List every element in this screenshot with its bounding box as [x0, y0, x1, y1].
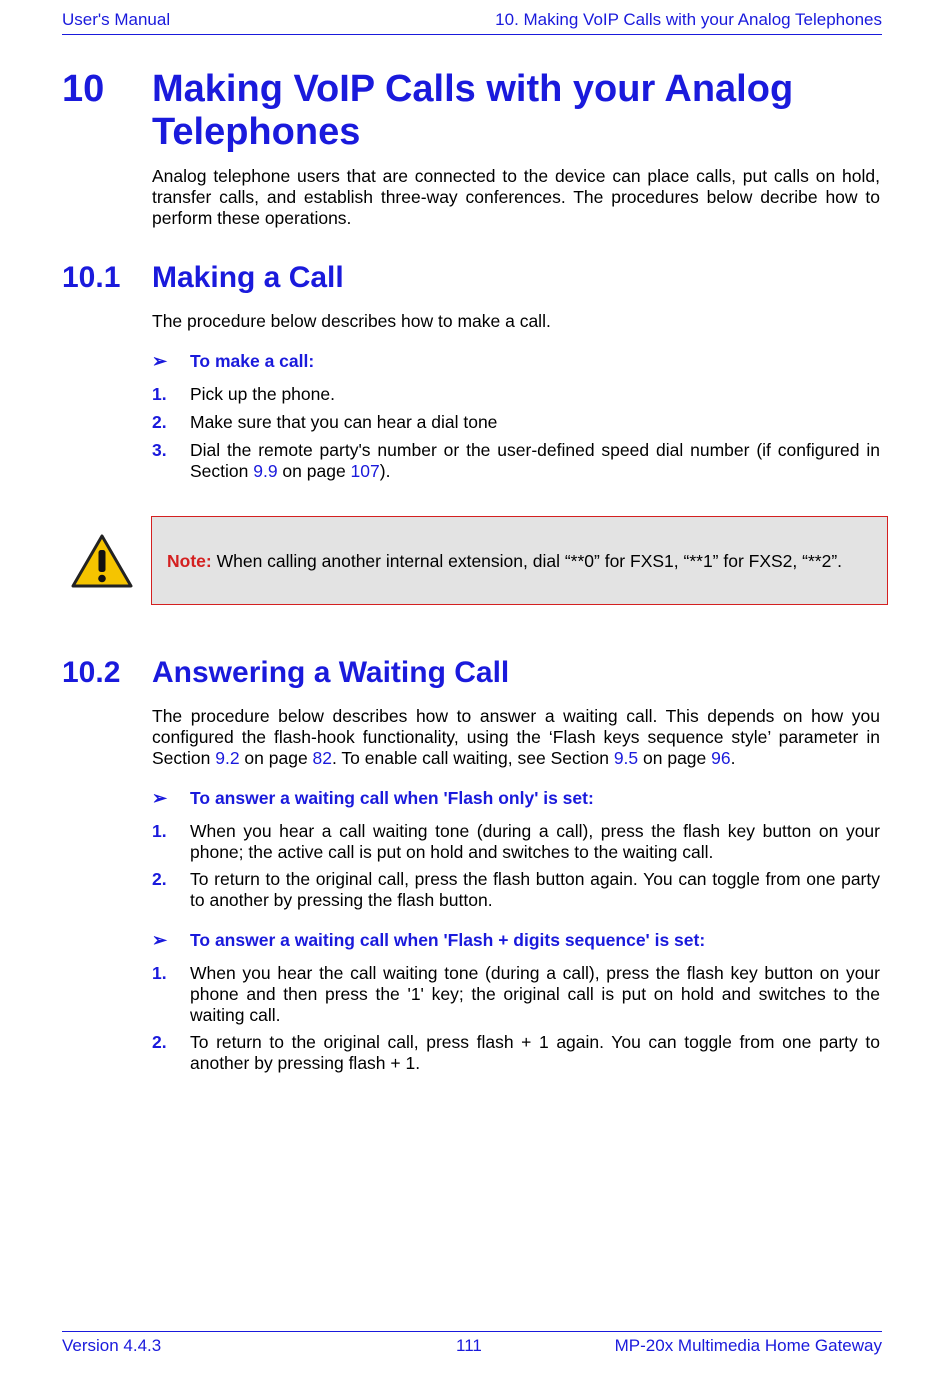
- procedure-heading: [152, 930, 705, 951]
- list-item: [152, 963, 880, 1026]
- section-link[interactable]: 9.2: [215, 748, 240, 768]
- section-link[interactable]: 9.9: [253, 461, 278, 481]
- intro-paragraph: Analog telephone users that are connected to the device can place calls, put calls on hold, transfer calls, and establish three-way conferences. The procedures below decribe how to perform these operations.: [152, 166, 880, 228]
- page-header: [62, 8, 882, 35]
- step-text: When you hear the call waiting tone (during a call), press the flash key button on your phone and then press the '1' key; the original call is put on hold and switches to the waiting call.: [190, 963, 880, 1025]
- procedure-title: To answer a waiting call when 'Flash + digits sequence' is set:: [190, 930, 706, 950]
- step-text: To return to the original call, press flash + 1 again. You can toggle from one party to another by pressing flash + 1.: [190, 1032, 880, 1073]
- step-number: 1.: [152, 963, 167, 983]
- section-link[interactable]: 9.5: [613, 748, 639, 768]
- step-number: 2.: [152, 869, 167, 889]
- list-item: [152, 1032, 880, 1074]
- procedure-title: To answer a waiting call when 'Flash only' is set:: [190, 788, 594, 808]
- footer-product: MP-20x Multimedia Home Gateway: [614, 1336, 882, 1355]
- section-title: Making a Call: [152, 261, 344, 294]
- note-text: Note: When calling another internal extension, dial “**0” for FXS1, “**1” for FXS2, “**2”.: [167, 551, 843, 571]
- arrow-icon: ➢: [152, 351, 168, 371]
- step-text: Make sure that you can hear a dial tone: [190, 412, 498, 432]
- warning-icon: [70, 533, 134, 589]
- procedure-title: To make a call:: [190, 351, 315, 371]
- note-box: [151, 516, 888, 605]
- footer-page-number: 111: [456, 1336, 482, 1355]
- list-item: [152, 821, 880, 863]
- step-number: 3.: [152, 440, 167, 460]
- footer-version: Version 4.4.3: [62, 1336, 162, 1355]
- section-paragraph: The procedure below describes how to answer a waiting call. This depends on how you configured the flash-hook functionality, using the ‘Flash keys sequence style’ parameter in Section 9.2 on page 82. To enable call waiting, see Section 9.5 on page 96.: [152, 706, 880, 768]
- page-footer: [62, 1331, 882, 1362]
- page-link[interactable]: 96: [711, 748, 731, 768]
- step-number: 1.: [152, 821, 167, 841]
- section-number: 10.2: [62, 656, 121, 689]
- procedure-heading: [152, 351, 314, 372]
- section-paragraph: The procedure below describes how to make a call.: [152, 311, 551, 331]
- section-title: Answering a Waiting Call: [152, 656, 510, 689]
- section-number: 10.1: [62, 261, 121, 294]
- step-number: 2.: [152, 412, 167, 432]
- note-label: Note:: [167, 551, 212, 571]
- list-item: [152, 440, 880, 482]
- page-link[interactable]: 107: [350, 461, 380, 481]
- page-link[interactable]: 82: [312, 748, 333, 768]
- header-right: 10. Making VoIP Calls with your Analog Telephones: [495, 10, 882, 29]
- list-item: [152, 412, 880, 433]
- list-item: [152, 869, 880, 911]
- step-text: When you hear a call waiting tone (during a call), press the flash key button on your phone; the active call is put on hold and switches to the waiting call.: [190, 821, 880, 862]
- procedure-heading: [152, 788, 594, 809]
- arrow-icon: ➢: [152, 930, 168, 950]
- list-item: [152, 384, 880, 405]
- step-text: Dial the remote party's number or the user-defined speed dial number (if configured in Section 9.9 on page 107).: [190, 440, 880, 481]
- step-text: Pick up the phone.: [190, 384, 335, 404]
- step-text: To return to the original call, press the flash button again. You can toggle from one party to another by pressing the flash button.: [190, 869, 880, 910]
- step-number: 1.: [152, 384, 167, 404]
- arrow-icon: ➢: [152, 788, 168, 808]
- header-left: User's Manual: [62, 10, 171, 29]
- chapter-title: Making VoIP Calls with your Analog Telephones: [152, 68, 794, 153]
- chapter-number: 10: [62, 68, 105, 110]
- step-number: 2.: [152, 1032, 167, 1052]
